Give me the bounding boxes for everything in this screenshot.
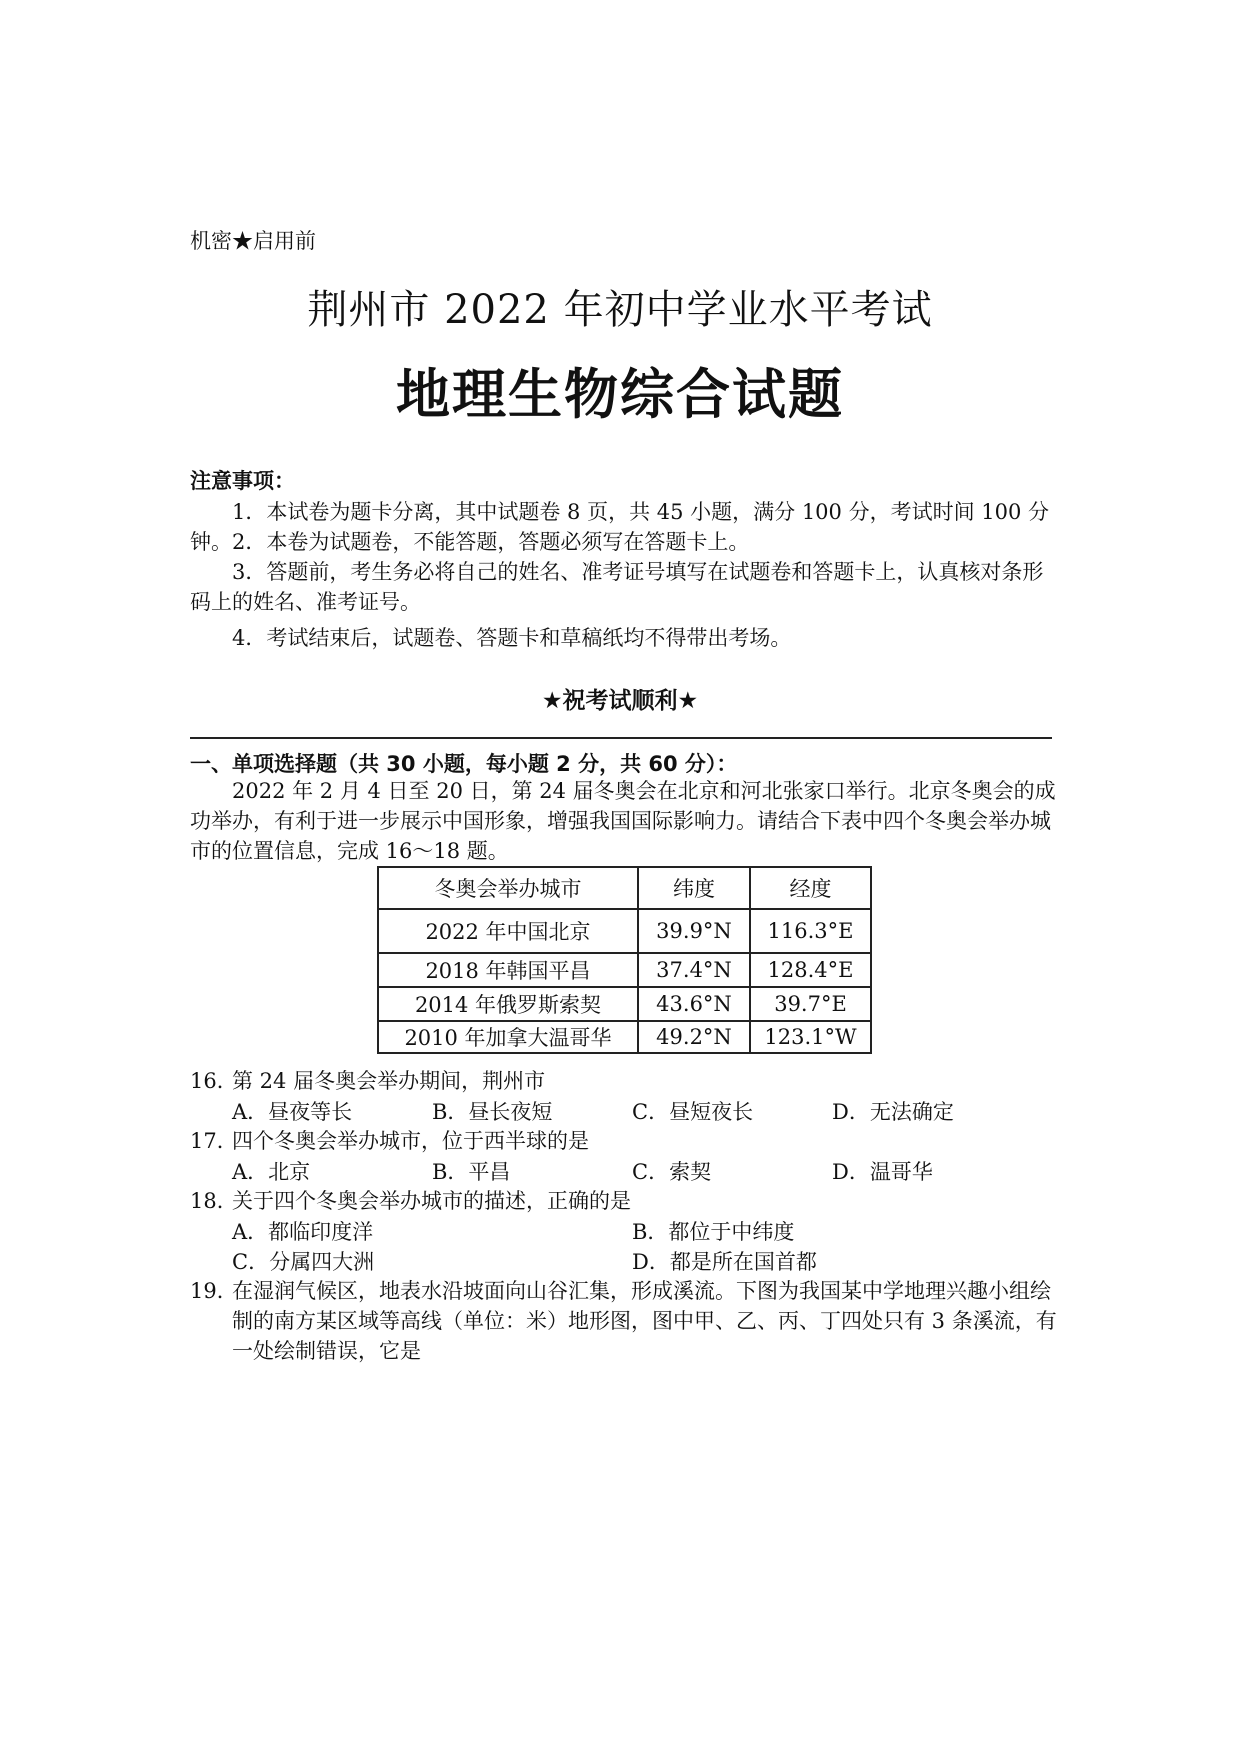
option-a: A．北京 xyxy=(232,1160,311,1184)
table-row xyxy=(378,953,871,987)
option-c: C．分属四大洲 xyxy=(232,1250,375,1274)
table-cell: 128.4°E xyxy=(750,953,871,987)
table-header-row xyxy=(378,867,871,909)
table-cell: 49.2°N xyxy=(638,1021,750,1053)
table-cell: 116.3°E xyxy=(750,909,871,953)
table-cell: 43.6°N xyxy=(638,987,750,1021)
option-a: A．昼夜等长 xyxy=(232,1100,353,1124)
option-d: D．温哥华 xyxy=(832,1160,933,1184)
table-row xyxy=(378,987,871,1021)
confidential-label: 机密★启用前 xyxy=(190,229,316,253)
host-cities-table xyxy=(377,866,872,1054)
table-cell: 2014 年俄罗斯索契 xyxy=(378,987,638,1021)
table-cell: 2018 年韩国平昌 xyxy=(378,953,638,987)
table-cell: 37.4°N xyxy=(638,953,750,987)
question-stem: 四个冬奥会举办城市，位于西半球的是 xyxy=(232,1129,589,1153)
table-cell: 2022 年中国北京 xyxy=(378,909,638,953)
table-cell: 123.1°W xyxy=(750,1021,871,1053)
question-number: 19． xyxy=(190,1279,238,1303)
notice-item: 1．本试卷为题卡分离，其中试题卷 8 页，共 45 小题，满分 100 分，考试时间 100 分钟。 xyxy=(190,500,1050,554)
option-b: B．都位于中纬度 xyxy=(632,1220,795,1244)
exam-title: 荆州市 2022 年初中学业水平考试 xyxy=(307,287,933,333)
question-stem: 关于四个冬奥会举办城市的描述，正确的是 xyxy=(232,1189,631,1213)
option-c: C．昼短夜长 xyxy=(632,1100,754,1124)
question-stem: 第 24 届冬奥会举办期间，荆州市 xyxy=(232,1069,546,1093)
table-row xyxy=(378,909,871,953)
section-intro: 2022 年 2 月 4 日至 20 日，第 24 届冬奥会在北京和河北张家口举行。北京冬奥会的成功举办，有利于进一步展示中国形象，增强我国国际影响力。请结合下表中四个冬奥会举办城市的位置信息，完成 16～18 题。 xyxy=(190,779,1056,863)
question-stem: 在湿润气候区，地表水沿坡面向山谷汇集，形成溪流。下图为我国某中学地理兴趣小组绘制的南方某区域等高线（单位：米）地形图，图中甲、乙、丙、丁四处只有 3 条溪流，有一处绘制错误，它是 xyxy=(232,1279,1057,1363)
option-d: D．无法确定 xyxy=(832,1100,954,1124)
divider xyxy=(190,737,1052,739)
option-a: A．都临印度洋 xyxy=(232,1220,374,1244)
table-cell: 2010 年加拿大温哥华 xyxy=(378,1021,638,1053)
question-19 xyxy=(190,1276,1060,1366)
option-b: B．昼长夜短 xyxy=(432,1100,553,1124)
notice-item: 4．考试结束后，试题卷、答题卡和草稿纸均不得带出考场。 xyxy=(232,626,792,650)
question-number: 16． xyxy=(190,1069,238,1093)
option-c: C．索契 xyxy=(632,1160,712,1184)
question-number: 17． xyxy=(190,1129,238,1153)
option-b: B．平昌 xyxy=(432,1160,511,1184)
question-17 xyxy=(190,1126,1060,1156)
table-row xyxy=(378,1021,871,1053)
table-header-cell: 纬度 xyxy=(638,867,750,909)
notice-item: 2．本卷为试题卷，不能答题，答题必须写在答题卡上。 xyxy=(232,530,750,554)
notice-heading: 注意事项： xyxy=(190,469,295,493)
question-18 xyxy=(190,1186,1060,1216)
table-header-cell: 冬奥会举办城市 xyxy=(378,867,638,909)
option-d: D．都是所在国首都 xyxy=(632,1250,817,1274)
notice-item: 3．答题前，考生务必将自己的姓名、准考证号填写在试题卷和答题卡上，认真核对条形码上的姓名、准考证号。 xyxy=(190,560,1044,614)
question-16 xyxy=(190,1066,1060,1096)
table-header-cell: 经度 xyxy=(750,867,871,909)
paper-subject-title: 地理生物综合试题 xyxy=(396,363,844,426)
question-number: 18． xyxy=(190,1189,238,1213)
table-cell: 39.7°E xyxy=(750,987,871,1021)
section-heading: 一、单项选择题（共 30 小题，每小题 2 分，共 60 分）： xyxy=(190,752,738,776)
good-luck-banner: ★祝考试顺利★ xyxy=(541,688,699,714)
table-cell: 39.9°N xyxy=(638,909,750,953)
